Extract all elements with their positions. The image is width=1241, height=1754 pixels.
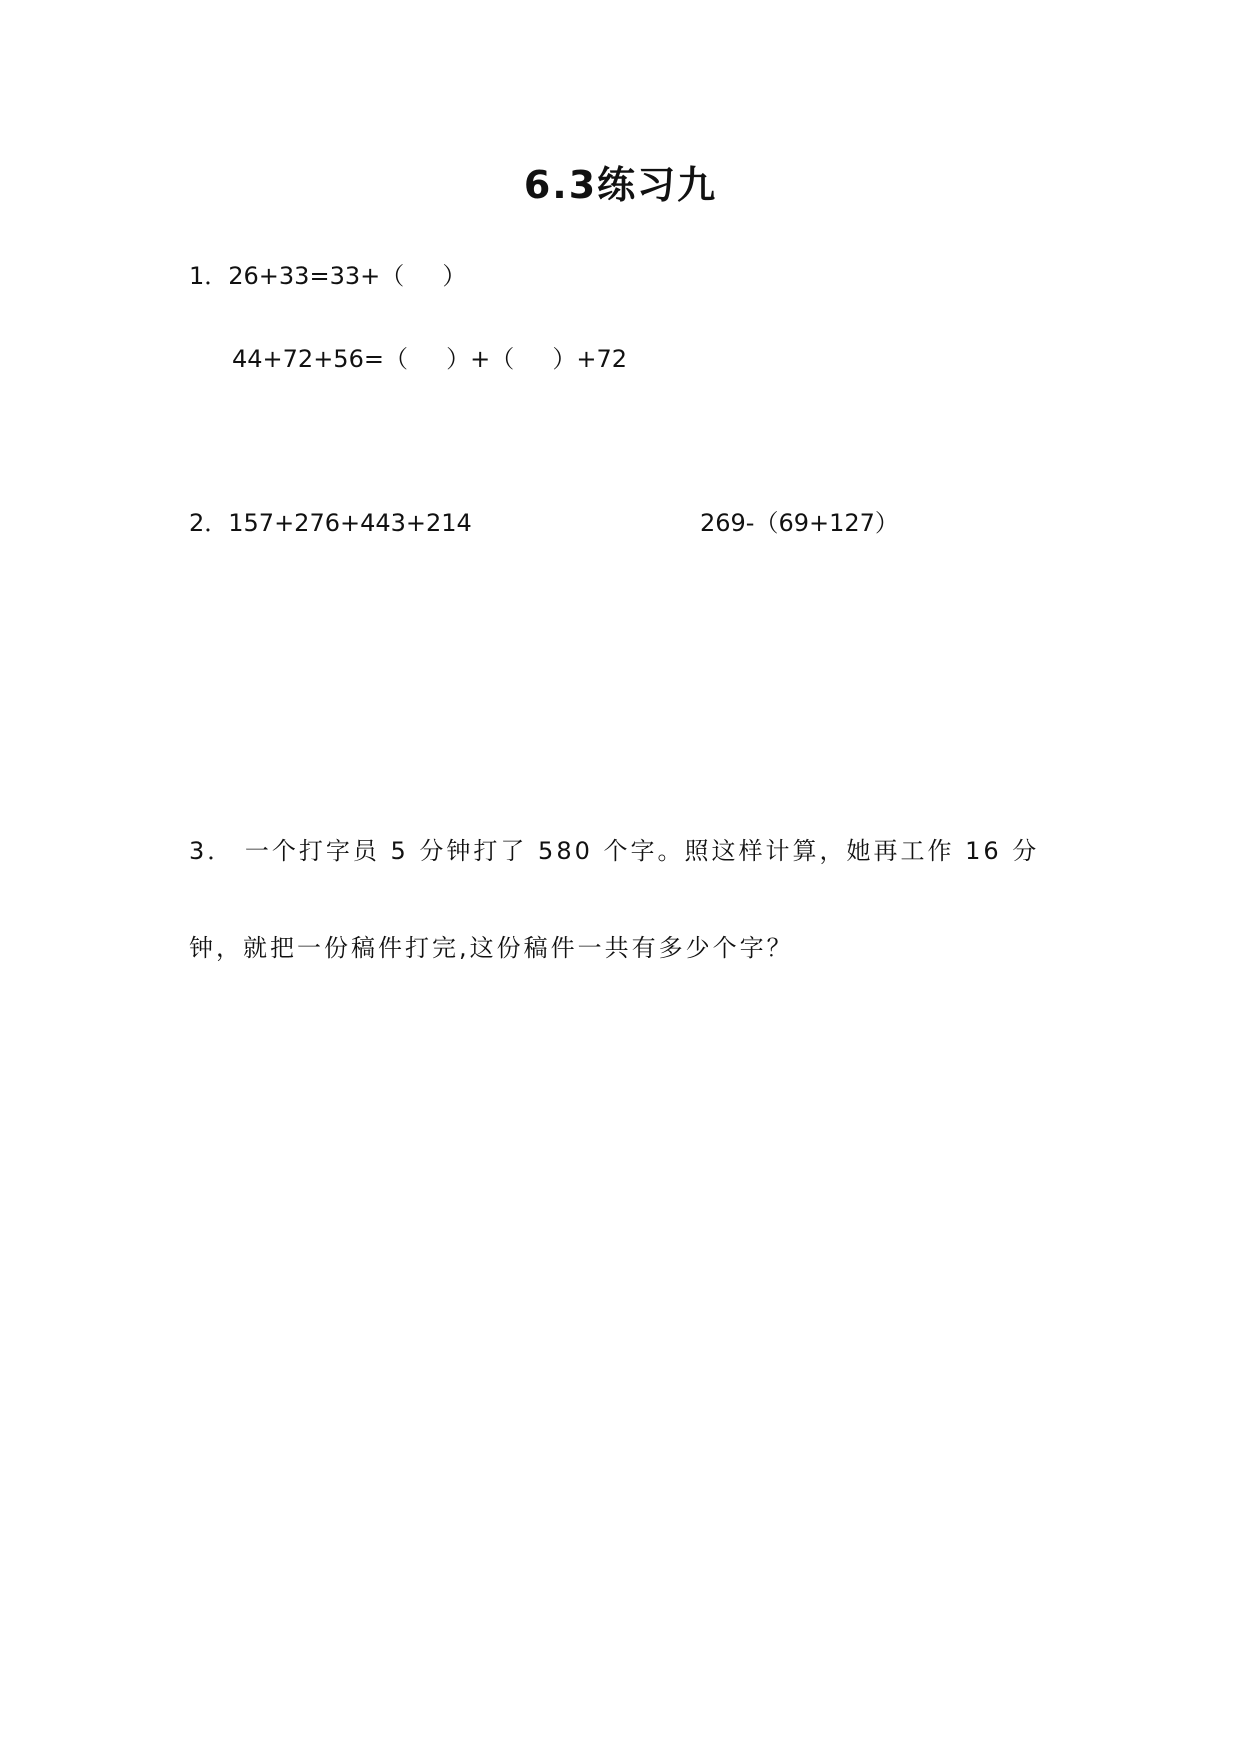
question-2-expression-1: 2．157+276+443+214	[189, 509, 472, 537]
page-title: 6.3练习九	[523, 163, 718, 207]
question-3-line-1: 3． 一个打字员 5 分钟打了 580 个字。照这样计算，她再工作 16 分	[189, 837, 1040, 865]
question-1-line-1: 1．26+33=33+（ ）	[189, 262, 467, 290]
question-3-line-2: 钟，就把一份稿件打完,这份稿件一共有多少个字？	[189, 934, 794, 962]
question-2-expression-2: 269-（69+127）	[700, 509, 899, 537]
question-1-line-2: 44+72+56=（ ）+（ ）+72	[232, 345, 627, 373]
